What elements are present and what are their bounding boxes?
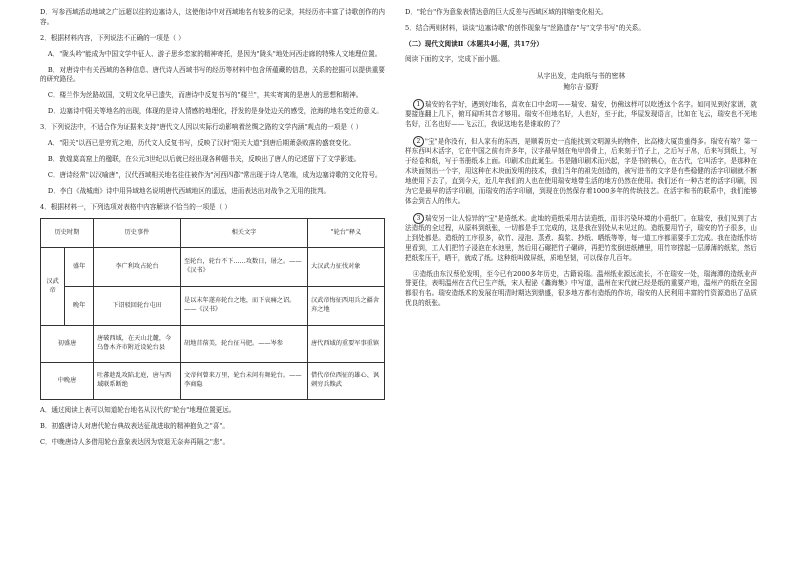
question-3-option-c: C．唐诗经常"以汉喻唐"，汉代西域相关地名往往被作为"河西四郡"常出现于诗人笔端，成为边塞诗歌的文化符号。	[47, 170, 382, 179]
table-header-row	[41, 219, 385, 248]
table-cell-event: 下诏驳回轮台屯田	[94, 287, 181, 326]
section-heading: （二）现代文阅读Ⅱ（本题共4小题，共17分）	[405, 39, 544, 48]
table-header-text: 相关文字	[181, 219, 308, 248]
paragraph-number-1: 1	[413, 99, 424, 110]
question-2-stem: 2．根据材料内容，下列说法不正确的一项是（ ）	[40, 33, 185, 42]
question-3-option-b: B．敦煌莫高窟上的楹联，在公元3世纪以后就已经出现各种题书关，反映出了唐人的记述留下了文学影迹。	[47, 154, 361, 163]
table-cell-event: 吐蕃趁乱攻陷北庭，唐与西域联系断绝	[94, 363, 181, 400]
paragraph-number-2: 2	[413, 136, 424, 147]
table-cell-meaning: 大汉武力征伐对象	[308, 248, 385, 287]
question-2-option-c: C．楼兰作为丝路故国，文明文化早已遗失，而唐诗中反复书写的"楼兰"，其实寄寓的是唐人的思想和精神。	[47, 91, 363, 100]
question-4-option-d: D．"轮台"作为意象表情达意的巨大反差与西域区域的抑缩变化相关。	[405, 8, 608, 16]
question-4-stem: 4．根据材料一，下列选项对表格中内容解读不恰当的一项是（ ）	[40, 202, 231, 211]
table-cell-text: 胡地苜蓿美，轮台征马肥。——岑参	[181, 326, 308, 363]
question-4-option-a: A．通过阅读上表可以知道轮台地名从汉代的"轮台"地理位置更远。	[40, 406, 236, 415]
reading-instruction: 阅读下面的文字，完成下面小题。	[405, 54, 504, 63]
question-4-option-b: B．初盛唐诗人对唐代轮台典故表达征战进取的精神抱负之"喜"。	[40, 422, 229, 431]
table-cell-text: 是以末年遂弃轮台之地，而下哀痛之诏。——《汉书》	[181, 287, 308, 326]
table-cell-era: 中晚唐	[41, 363, 94, 400]
table-cell-text: 至轮台，轮台不下……攻数日，屠之。——《汉书》	[181, 248, 308, 287]
table-cell-text: 文帝何曾来万里，轮台未问有舞轮台。——李商隐	[181, 363, 308, 400]
table-cell-meaning: 汉武帝悔征西用兵之疆舍弃之地	[308, 287, 385, 326]
paragraph-number-3: 3	[413, 213, 424, 224]
question-1-option-d: D．写参西域活动地域之广远超以往的边塞诗人，这使他诗中对西域地名有较多的记录，其经历亦丰富了诗歌创作的内容。	[40, 8, 385, 26]
table-row	[41, 326, 385, 363]
question-2-option-a: A．"陇头吟"能成为中国文学中征人、游子思乡恋家的精神寄托，是因为"陇头"地处河西走廊的特殊人文地理位置。	[47, 49, 382, 58]
table-cell-meaning: 唐代西域的重要军事重镇	[308, 326, 385, 363]
table-cell-event: 李广利攻占轮台	[94, 248, 181, 287]
article-paragraph: 3 瑞安另一让人惊异的"宝"是造纸术。此地的造纸采用古法造纸，而非污染环境的小造纸厂。在瑞安，我们见到了古法造纸的全过程，从原料到纸张，一切都是手工完成的，这是我在别处从未见过的。造纸要用竹子，瑞安的竹子很多，山上到处都是。造纸的工序很多，砍竹、浸泡、蒸煮、捣浆、抄纸、晒纸等等，每一道工序都需要手工完成。我在造纸作坊里看到，工人们把竹子浸泡在水池里，然后用石碾把竹子碾碎，再把竹浆倒进纸槽里，用竹帘捞起一层薄薄的纸浆，然后把纸浆压干，晒干，就成了纸。这种纸叫做屏纸，质地坚韧，可以保存几百年。	[405, 214, 757, 262]
table-row	[41, 363, 385, 400]
article-title: 从字出发，走向纸与书的密林	[536, 71, 626, 80]
table-header-meaning: "轮台"释义	[308, 219, 385, 248]
question-3-option-d: D．李白《战城南》诗中用异域地名说明唐代西域地区的遥远，进而表达出对战争之无用的批判。	[47, 186, 331, 195]
question-5-stem: 5．结合两则材料，谈谈"边塞诗歌"的创作现象与"丝路遗存"与"文学书写"的关系。	[405, 23, 645, 32]
lunrtai-table	[40, 218, 385, 400]
table-cell-subperiod: 盛年	[65, 248, 94, 287]
article-paragraph: 1 瑞安的名字好，遇到好地名，喜欢在口中念叨——瑞安、瑞安，仿佛这样可以吃透这个名字。如同见到好家谱，就要接连翻上几下，俯耳闻听其音才够用。瑞安不但地名好，人也好，至于此，华屋发现语言，比如在飞云，瑞安也不光地名好，江名也好——飞云江，我说这地名是谁取的了？	[405, 100, 757, 128]
table-row	[41, 287, 385, 326]
right-column	[405, 8, 757, 315]
question-3-option-a: A．"阳关"以西已是穷荒之地，历代文人反复书写，反映了汉时"阳关大道"到唐后期萧条败落的盛衰变化。	[47, 139, 355, 148]
left-column	[40, 8, 385, 454]
table-header-period: 历史时期	[41, 219, 94, 248]
question-2-option-d: D．边塞诗中阳关等地名的出现，体现的是诗人情感的地理化，抒发的是身处边关的感受，沧海的地名变迁的意义。	[47, 107, 383, 116]
table-cell-meaning: 借代帝位西征的雄心、讽刺穷兵黩武	[308, 363, 385, 400]
table-cell-era: 汉武帝	[41, 248, 65, 326]
article-paragraph: 2 "宝"是你没有，但人家有的东西，是顺着历史一直能找到文明源头的物件，比高楼大厦贵重得多。瑞安有啥？第一样东西叫木活字，它在中国之前有许多年，汉字最早刻在龟甲兽骨上，后来刻于竹子上，之后写于帛，后来写到纸上，写于经卷和纸，写于书册纸本上面。印刷术由此诞生。书是随印刷术而兴起，字是书的核心，在古代，它叫活字，是那种在木块面刻出一个字，用这种在木块面发明的技术，我们当年的祖先创造的，被写进书的文字是有些稳健的活字印刷就不断地使用下去了，直到今天，近几年我们的人也在使用瑞安地带生活的地方仍然在使用。我们还有一种古老的活字印刷，因为它是最早的活字印刷，而瑞安的活字印刷，到现在仍然保存着1000多年的传统技艺。在活字和书的联系中，我们能够体会到古人的伟大。	[405, 137, 757, 205]
table-header-event: 历史事件	[94, 219, 181, 248]
question-3-stem: 3．下列说法中，不适合作为证据来支持"唐代文人因以实际行动影响着丝绸之路的文学内涵"观点的一项是（ ）	[40, 123, 363, 132]
table-cell-era: 初盛唐	[41, 326, 94, 363]
article-paragraph: ④造纸由东汉蔡伦发明，至今已有2000多年历史，古籍说瑞。温州纸业源远流长，不在瑞安一处，瑞海潭的造纸业声誉更佳，表明温州在古代已生产纸，宋人程泌《蠡海集》中写道，温州在宋代就已经是纸的重要产地，温州产的纸在全国都很有名。瑞安造纸术的发展在明清时期达到鼎盛，很多地方都有造纸的作坊，瑞安的人民利用丰富的竹资源造出了品质优良的纸张。	[405, 269, 757, 308]
table-row	[41, 248, 385, 287]
question-2-option-b: B．对唐诗中有关西域的各种信息、唐代诗人西域书写的经历等材料中包含所蕴藏的信息，关系的挖掘可以提供重要的研究路径。	[40, 65, 385, 84]
article-author: 鲍尔吉·原野	[563, 82, 599, 91]
question-4-option-c: C．中晚唐诗人多借用轮台意象表达因为衰退无奈奔再隔之"悲"。	[40, 438, 230, 447]
table-cell-event: 唐破西域，在天山北麓，今乌鲁木齐市附近设轮台县	[94, 326, 181, 363]
table-cell-subperiod: 晚年	[65, 287, 94, 326]
